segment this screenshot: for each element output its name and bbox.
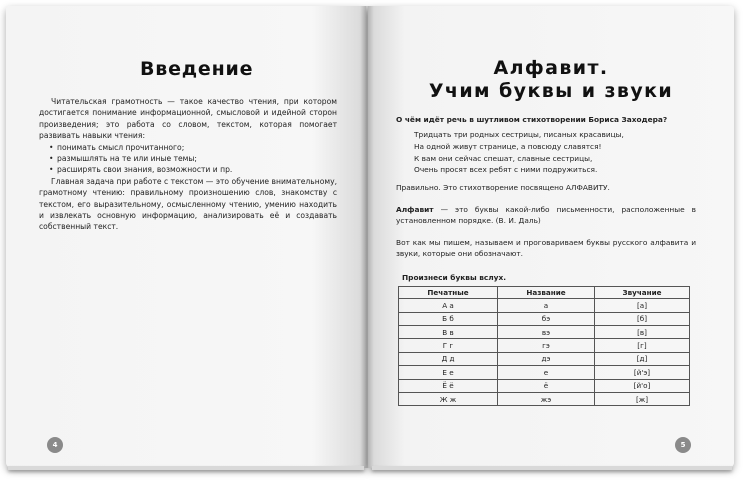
table-cell: [д] bbox=[595, 352, 690, 365]
right-page-edge bbox=[372, 466, 732, 470]
table-cell: Б б bbox=[399, 312, 498, 325]
table-cell: [а] bbox=[595, 299, 690, 312]
alphabet-paragraph: Вот как мы пишем, называем и проговариваем буквы русского алфавита и звуки, которые они обозначают. bbox=[396, 238, 696, 259]
alphabet-definition bbox=[396, 204, 696, 226]
table-cell: [й'э] bbox=[595, 366, 690, 379]
table-cell: [б] bbox=[595, 312, 690, 325]
table-cell: Г г bbox=[399, 339, 498, 352]
title-line-2: Учим буквы и звуки bbox=[428, 80, 674, 102]
table-row bbox=[399, 352, 690, 365]
poem-line: На одной живут странице, а повсюду славятся! bbox=[414, 141, 602, 151]
left-page-edge bbox=[8, 466, 364, 470]
poem-line: Очень просят всех ребят с ними подружиться. bbox=[414, 165, 598, 175]
column-header: Название bbox=[498, 287, 595, 299]
table-cell: В в bbox=[399, 325, 498, 338]
alphabet-table bbox=[398, 286, 690, 406]
right-page-text bbox=[396, 114, 696, 406]
intro-paragraph-1: Читательская грамотность — такое качество чтения, при котором достигается понимание информационной, смысловой и идейной сторон произведения; это работа со словом, текстом, которая помогает развивать навыки чтения: bbox=[39, 97, 337, 141]
table-title: Произнеси буквы вслух. bbox=[402, 273, 507, 283]
right-page-title bbox=[368, 57, 734, 103]
table-row bbox=[399, 325, 690, 338]
answer: Правильно. Это стихотворение посвящено АЛФАВИТУ. bbox=[396, 183, 610, 193]
definition-text: — это буквы какой-либо письменности, расположенные в установленном порядке. (В. И. Даль) bbox=[396, 205, 696, 226]
table-row bbox=[399, 392, 690, 405]
table-cell: А а bbox=[399, 299, 498, 312]
table-row bbox=[399, 299, 690, 312]
poem bbox=[414, 129, 696, 176]
question: О чём идёт речь в шутливом стихотворении Бориса Заходера? bbox=[396, 115, 668, 124]
table-cell: Е е bbox=[399, 366, 498, 379]
poem-line: К вам они сейчас спешат, славные сестрицы, bbox=[414, 153, 593, 163]
table-cell: ё bbox=[498, 379, 595, 392]
table-row bbox=[399, 312, 690, 325]
table-cell: бэ bbox=[498, 312, 595, 325]
table-cell: е bbox=[498, 366, 595, 379]
list-item: • расширять свои знания, возможности и пр. bbox=[49, 164, 337, 175]
list-item: • размышлять на те или иные темы; bbox=[49, 153, 337, 164]
table-row bbox=[399, 339, 690, 352]
table-cell: [в] bbox=[595, 325, 690, 338]
poem-line: Тридцать три родных сестрицы, писаных красавицы, bbox=[414, 130, 624, 139]
table-header-row bbox=[399, 287, 690, 299]
table-cell: Д д bbox=[399, 352, 498, 365]
table-cell: Ё ё bbox=[399, 379, 498, 392]
intro-paragraph-2: Главная задача при работе с текстом — это обучение внимательному, грамотному чтению: правильному произношению слов, знакомству с текстом, его выразительному, осмысленному чтению, умению находить и извлекать основную информацию, анализировать её и создавать собственный текст. bbox=[39, 176, 337, 232]
table-cell: [ж] bbox=[595, 392, 690, 405]
left-page-title: Введение bbox=[140, 58, 254, 80]
table-cell: [г] bbox=[595, 339, 690, 352]
table-cell: вэ bbox=[498, 325, 595, 338]
table-cell: [й'о] bbox=[595, 379, 690, 392]
table-row bbox=[399, 379, 690, 392]
definition-term: Алфавит bbox=[396, 205, 434, 215]
page-number-left: 4 bbox=[47, 437, 63, 453]
table-cell: дэ bbox=[498, 352, 595, 365]
table-cell: Ж ж bbox=[399, 392, 498, 405]
list-item: • понимать смысл прочитанного; bbox=[49, 142, 337, 153]
column-header: Звучание bbox=[595, 287, 690, 299]
left-page-text bbox=[39, 96, 337, 233]
column-header: Печатные bbox=[399, 287, 498, 299]
title-line-1: Алфавит. bbox=[493, 57, 609, 79]
page-number-right: 5 bbox=[675, 437, 691, 453]
table-row bbox=[399, 366, 690, 379]
table-cell: гэ bbox=[498, 339, 595, 352]
skills-list bbox=[39, 142, 337, 176]
table-cell: жэ bbox=[498, 392, 595, 405]
table-cell: а bbox=[498, 299, 595, 312]
